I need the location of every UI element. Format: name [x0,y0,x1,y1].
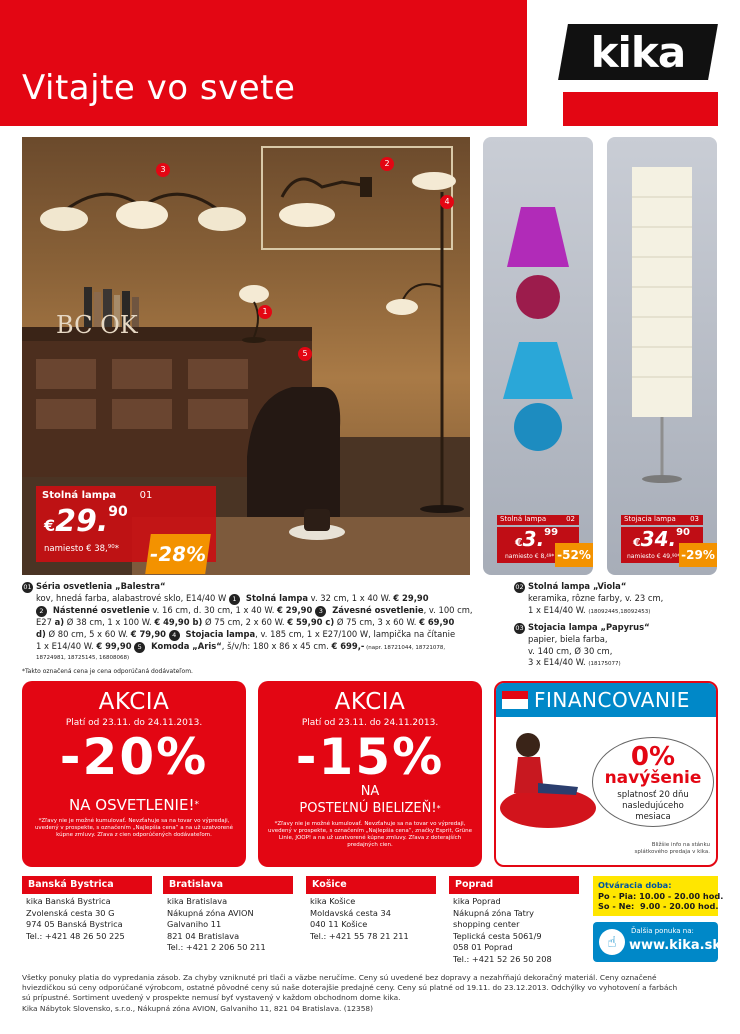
product-num: 03 [690,515,699,523]
product-old-price [505,553,554,560]
desc-price: € 49,90 [154,617,190,627]
financing-logo-icon [502,691,528,709]
desc-price: € 699,- [331,640,365,651]
desc-price: € 99,90 [96,640,132,651]
product-currency: € [633,536,641,549]
promo-note: *Zľavy nie je možné kumulovať. Nevzťahuje sa na tovar vo výpredaji, uvedený v prospekte, s označením „Najlepšia cena“, značky Esprit, Grüne Linie, JOOP! a na už uzatvorené kúpne zmluvy. Zľava z doterajších predajných cien. [268,821,472,848]
description-balestra [22,581,482,678]
store-city: Banská Bystrica [22,876,152,894]
product-old-price-main: namiesto € 8, [505,553,547,560]
desc-line: v. 140 cm, Ø 30 cm, [528,645,613,656]
desc-num: 03 [515,624,524,632]
desc-variant: b) [189,617,203,627]
store-line: kika Banská Bystrica [26,896,111,906]
product-old-price-main: namiesto € 49, [627,553,673,560]
product-price-cents: 99 [544,527,559,538]
page-title: Vitajte vo svete [22,68,296,108]
promo-discount: -15% [295,728,445,786]
promo-subtitle-text: POSTEĽNÚ BIELIZEŇ! [299,801,437,816]
promo-subtitle-top: NA [360,784,380,799]
lamp-foot [642,475,682,483]
opening-hours [593,876,724,916]
footer-line: sú prípustné. Sortiment uvedený v prospekte nemusí byť vystavený v každom obchodnom dome kika. [22,993,401,1003]
desc-product: Závesné osvetlenie [329,605,424,615]
promo-asterisk: * [436,804,441,813]
hours-title: Otváracia doba: [598,880,672,890]
product-discount-badge: -29% [679,543,717,567]
desc-text: 3 x E14/40 W. [528,657,589,667]
product-title-text: Stolná lampa [500,515,547,523]
promo-subtitle [258,800,482,817]
financing-speech-bubble [592,737,714,827]
desc-price: € 79,90 [130,628,166,639]
hours-weekdays: Po - Pia: 10.00 - 20.00 hod. [598,890,724,901]
lamp-blue-base [514,403,562,451]
wall-lamp-inset [262,147,452,249]
woman-head [516,733,540,757]
papyrus-lamp [607,137,717,497]
product-price-cents: 90 [676,527,691,538]
legal-footer [22,973,718,1014]
financing-header [496,683,716,717]
financing-line-1: splatnosť 20 dňu [617,790,689,800]
label-3: 3 [156,163,170,177]
desc-text: kov, hnedá farba, alabastrové sklo, E14/40 W [36,593,229,603]
desc-variant: d) [36,628,46,639]
desc-title-row [514,622,718,634]
store-phone: Tel.: +421 48 26 50 225 [26,930,125,941]
lamp-paper-shade [632,167,692,417]
woman-legs [538,783,578,795]
store-poprad[interactable] [449,876,579,965]
store-city: Poprad [449,876,579,894]
hero-old-price [44,544,119,554]
footer-line: Kika Nábytok Slovensko, s.r.o., Nákupná zóna AVION, Galvaniho 11, 821 04 Bratislava. (12358) [22,1003,373,1013]
viola-lamps [483,137,593,467]
promo-title: AKCIA [98,689,170,715]
financing-note [635,842,710,856]
hero-price [44,504,128,539]
product-old-price [627,553,680,560]
lamp-purple-base [516,275,560,319]
store-address [22,896,152,942]
product-card-title [621,515,703,525]
store-kosice[interactable] [306,876,436,942]
hero-discount-badge: -28% [145,534,211,574]
desc-product: Nástenné osvetlenie [50,605,150,615]
store-line: kika Košice [310,896,356,906]
store-line: kika Bratislava [167,896,228,906]
store-line: shopping center [453,919,520,929]
desc-line [514,657,718,671]
web-label: Ďalšia ponuka na: [631,927,694,935]
hero-price-cents: 90 [108,504,128,520]
store-city: Košice [306,876,436,894]
store-line: Nákupná zóna AVION [167,907,254,918]
lamp-blue-shade [503,342,573,399]
desc-title-row [22,581,482,593]
desc-text: , v. 185 cm, 1 x E27/100 W, lampička na čítanie [255,628,456,639]
store-banska-bystrica[interactable] [22,876,152,942]
product-discount-badge: -52% [555,543,593,567]
promo-note: *Zľavy nie je možné kumulovať. Nevzťahuje sa na tovar vo výpredaji, uvedený v prospekte, s označením „Najlepšia cena“ a na už uzatvorené kúpne zmluvy. Zľava z cien odporúčených dodávateľom. [34,818,234,838]
label-1: 1 [258,305,272,319]
website-link[interactable] [593,922,721,962]
desc-num: 5 [134,642,145,653]
store-phone: Tel.: +421 55 78 21 211 [310,930,409,941]
promo-title: AKCIA [334,689,406,715]
label-5: 5 [298,347,312,361]
product-card-papyrus[interactable] [607,137,717,575]
product-currency: € [515,536,523,549]
store-line: 058 01 Poprad [453,942,513,952]
desc-codes: (napr. 18721044, 18721078, [364,644,446,651]
hero-old-price-ast: * [114,544,120,554]
promo-dates: Platí od 23.11. do 24.11.2013. [65,718,203,728]
product-old-price-cents: 49 [546,553,552,558]
hero-price-main: 29. [55,504,109,539]
desc-text: 1 x E14/40 W. [36,640,97,651]
desc-title-row [514,581,718,593]
financing-note-line: Bližšie info na stánku [651,842,710,848]
desc-num: 01 [23,583,32,591]
store-line: Nákupná zóna Tatry [453,907,535,918]
store-line: 040 11 Košice [310,919,368,929]
label-4: 4 [440,195,454,209]
promo-lighting[interactable] [22,681,246,867]
desc-variant: c) [322,617,335,627]
desc-price: € 29,90 [393,593,429,603]
desc-text: , v. 100 cm, [423,605,473,615]
desc-text: v. 32 cm, 1 x 40 W. [308,593,394,603]
store-line: Teplická cesta 5061/9 [453,930,542,941]
desc-num: 3 [315,606,326,617]
desc-line-1 [22,593,482,605]
desc-line-5 [22,641,482,655]
desc-codes: (18175077) [588,661,621,667]
desc-line: keramika, rôzne farby, v. 23 cm, [528,593,664,603]
desc-text: E27 [36,617,55,627]
desc-text: v. 16 cm, d. 30 cm, 1 x 40 W. [149,605,278,615]
logo-red-bar [563,92,718,126]
store-address [306,896,436,942]
book-letters: BC OK [56,311,138,339]
desc-product: Stojacia lampa [182,628,256,639]
hero-old-price-main: namiesto € 38, [44,544,108,554]
store-city: Bratislava [163,876,293,894]
store-line: kika Poprad [453,896,501,906]
product-price-main: 3. [522,527,545,551]
desc-variant: a) [54,617,65,627]
desc-product: Stolná lampa [243,593,309,603]
desc-line: papier, biela farba, [528,634,608,644]
desc-line-4 [22,629,482,641]
financing-title: FINANCOVANIE [534,688,690,712]
desc-num: 4 [169,630,180,641]
store-line: 821 04 Bratislava [167,930,240,941]
product-title-text: Stojacia lampa [624,515,676,523]
hero-price-title-text: Stolná lampa [42,490,117,501]
woman-on-sofa-illustration [498,723,598,833]
product-num: 02 [566,515,575,523]
desc-text: Ø 75 cm, 2 x 60 W. [202,617,288,627]
store-address [163,896,293,954]
sofa [500,788,596,828]
financing-note-line: splátkového predaja v kika. [634,849,710,855]
desc-num: 2 [36,606,47,617]
product-price-main: 34. [640,527,677,551]
store-bratislava[interactable] [163,876,293,954]
chandelier [40,194,246,231]
desc-text: , š/v/h: 180 x 86 x 45 cm. [221,640,332,651]
hand-pointer-icon: ☝ [599,929,625,955]
footnote-recommended-price: *Takto označená cena je cena odporúčaná dodávateľom. [22,668,193,675]
cup [304,509,330,531]
desc-text: Ø 80 cm, 5 x 60 W. [45,628,131,639]
store-line: Moldavská cesta 34 [310,907,391,918]
financing-line-3: mesiaca [635,812,671,822]
store-line: Zvolenská cesta 30 G [26,907,115,918]
financing-line-2: nasledujúceho [622,801,684,811]
store-phone: Tel.: +421 52 26 50 208 [453,953,552,964]
desc-price: € 59,90 [287,617,323,627]
product-card-viola[interactable] [483,137,593,575]
desc-title: Stojacia lampa „Papyrus“ [528,622,650,632]
hero-old-price-cents: 90 [107,544,115,550]
footer-line: hviezdičkou sú ceny odporúčané výrobcom, ostatné pôvodné ceny sú naše doterajšie predajné ceny. Ceny sú platné od 19.11. do 23.12.2013. Odchýlky vo vyhotovení a farbách [22,983,678,993]
desc-text: Ø 38 cm, 1 x 100 W. [64,617,155,627]
desc-title: Stolná lampa „Viola“ [528,581,627,591]
financing-logo-stripe [502,691,528,699]
financing-percent-sub: navýšenie [604,768,702,788]
desc-line-6: 18724981, 18725145, 16808068) [36,655,130,661]
desc-line-2 [22,605,482,617]
desc-line [514,605,718,619]
desc-line-3 [22,617,482,629]
hero-price-title [42,490,152,501]
logo-text: kika [590,28,686,77]
desc-codes: (18092445,18092453) [588,608,651,615]
store-line: 974 05 Banská Bystrica [26,919,123,929]
product-old-price-cents: 90 [672,553,678,558]
promo-discount: -20% [59,728,209,786]
financing-percent: 0% [630,742,676,772]
desc-title: Séria osvetlenia „Balestra“ [36,581,166,591]
description-viola [514,581,718,671]
label-2: 2 [380,157,394,171]
product-card-title [497,515,579,525]
promo-bedding[interactable] [258,681,482,867]
footer-line: Všetky ponuky platia do vypredania zásob. Za chyby vzniknuté pri tlači a väzbe neručíme. Ceny sú uvedené bez dopravy a nezahŕňajú dekoračný materiál. Ceny označené [22,973,657,982]
store-address [449,896,579,965]
product-old-price-ast: * [551,553,555,560]
web-url: www.kika.sk [629,938,721,953]
financing-box[interactable] [494,681,718,867]
hero-price-num: 01 [139,490,153,501]
desc-text: 1 x E14/40 W. [528,604,589,615]
desc-product: Komoda „Aris“ [148,640,222,651]
wall-lamp [279,177,372,227]
desc-price: € 29,90 [277,605,313,615]
desc-num: 1 [229,594,240,605]
hours-weekend: So - Ne: 9.00 - 20.00 hod. [598,901,719,911]
product-price [515,527,558,551]
lamp-purple-shade [507,207,569,267]
promo-dates: Platí od 23.11. do 24.11.2013. [301,718,439,728]
hero-price-currency: € [44,516,56,535]
desc-price: € 69,90 [419,617,455,627]
store-line: Galvaniho 11 [167,919,222,929]
kika-logo[interactable] [558,24,718,80]
promo-subtitle-text: NA OSVETLENIE! [69,796,195,814]
promo-asterisk: * [194,800,199,810]
store-phone: Tel.: +421 2 206 50 211 [167,942,266,952]
promo-subtitle [22,797,246,814]
desc-text: Ø 75 cm, 3 x 60 W. [334,617,420,627]
desc-num: 02 [515,583,524,591]
